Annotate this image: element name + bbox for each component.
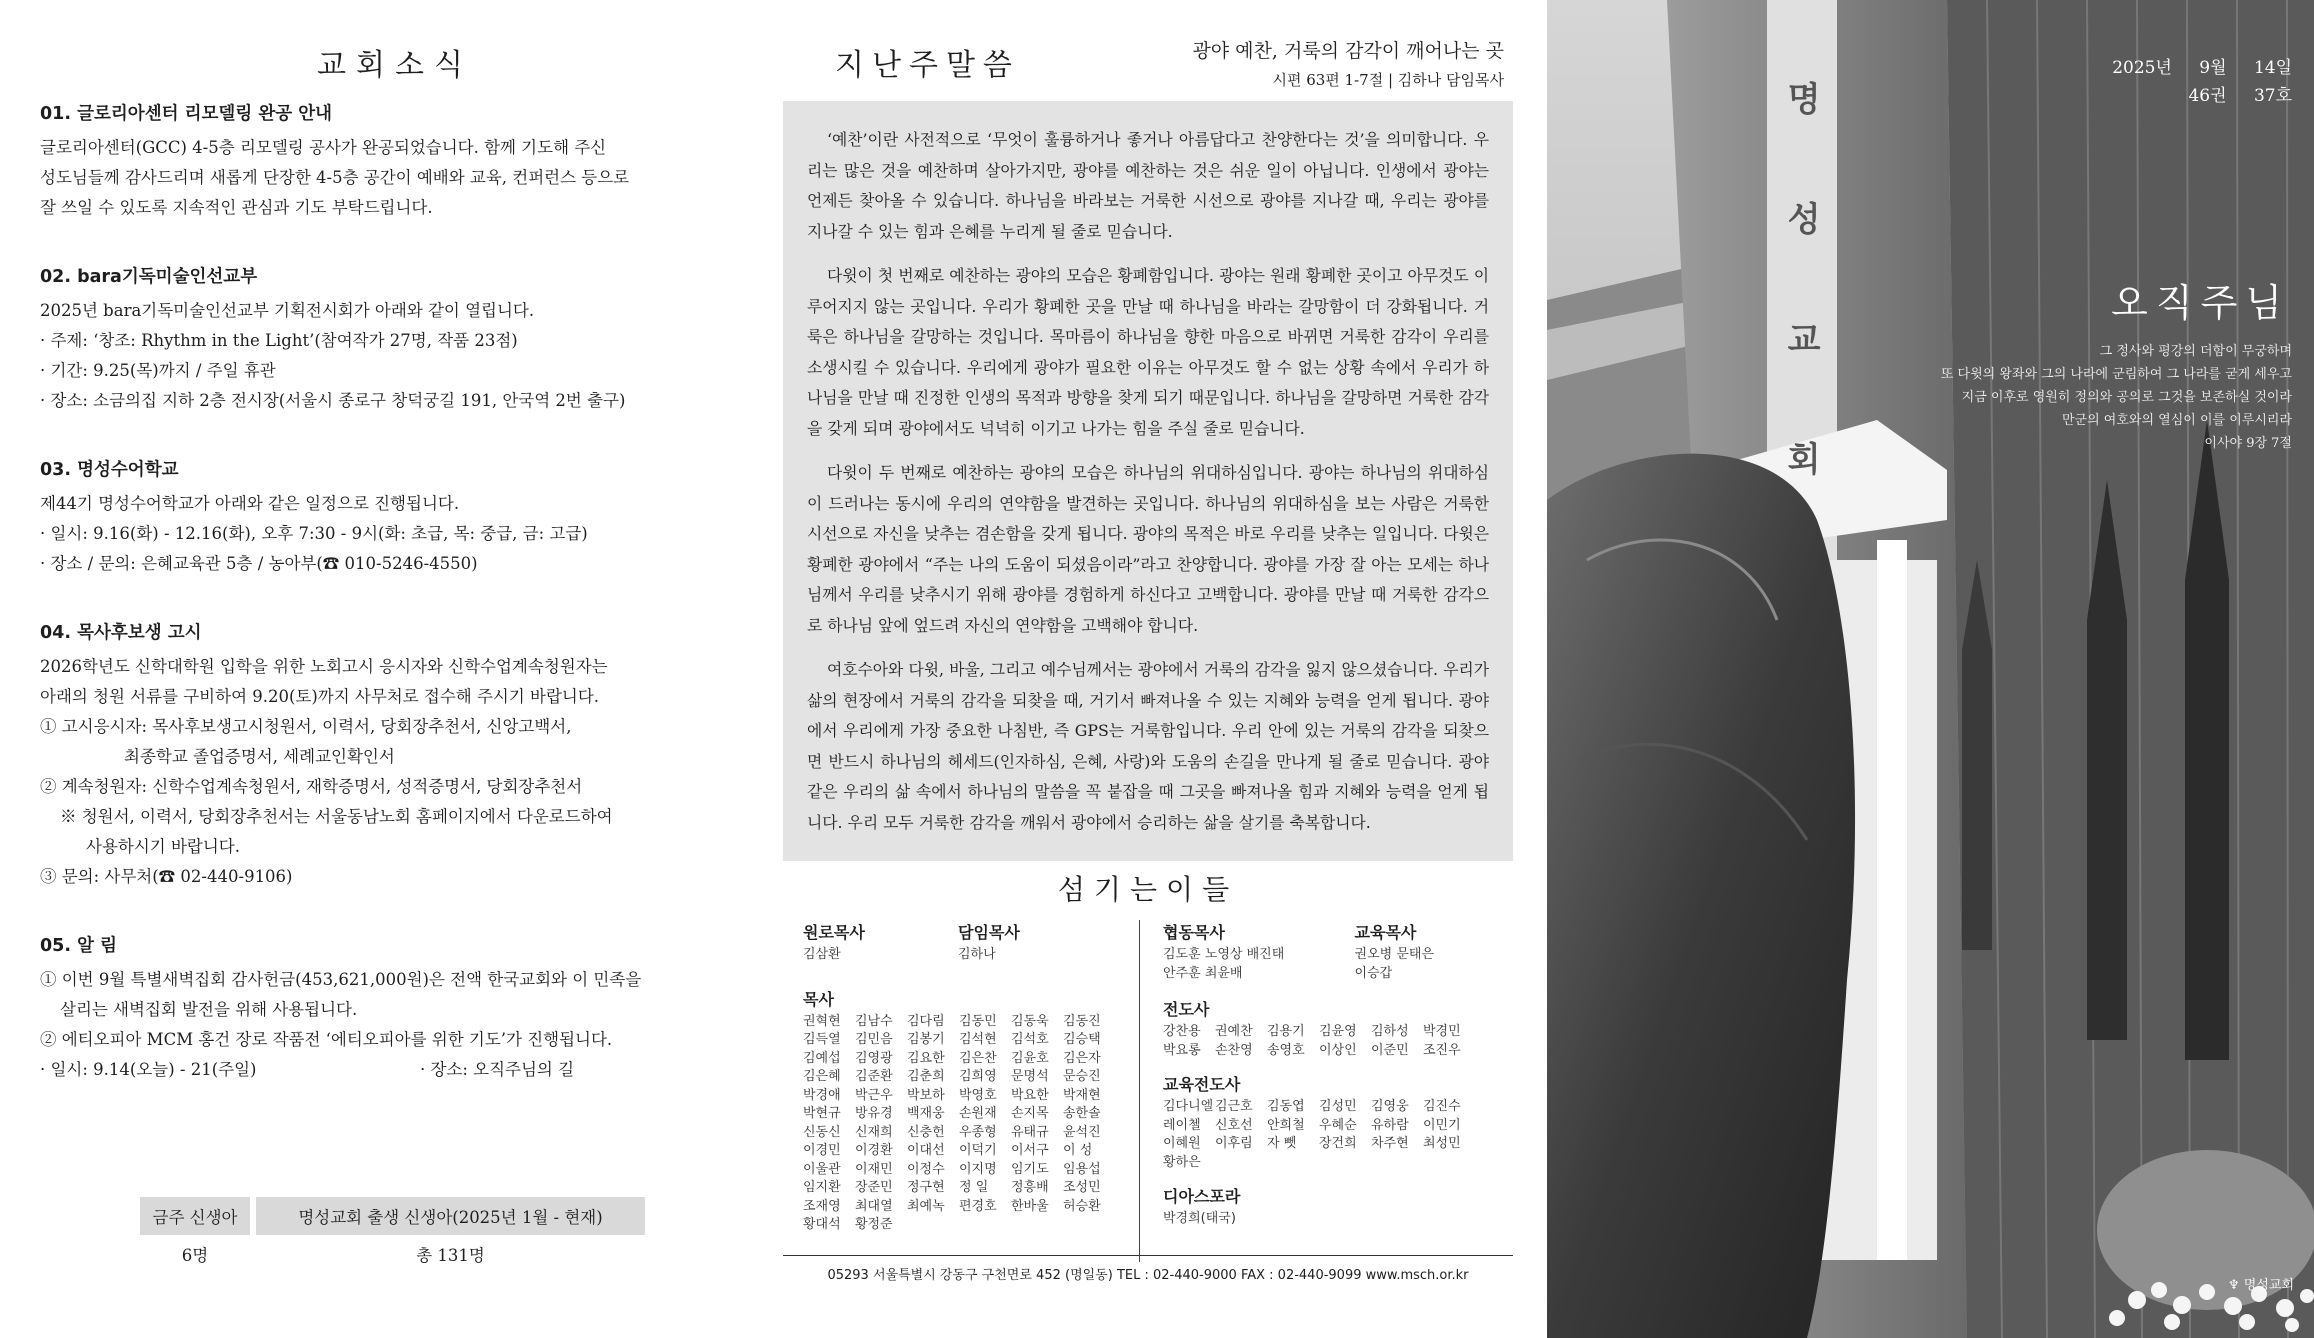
pastor-name: 김봉기	[907, 1032, 945, 1047]
pastor-name: 문명석	[1011, 1069, 1049, 1084]
pastor-name: 임기도	[1011, 1161, 1049, 1177]
pastor-name: 김동민	[959, 1013, 997, 1029]
pastor-name: 신동신	[803, 1124, 841, 1140]
pastor-name: 임지환	[803, 1180, 841, 1195]
issue-month: 9월	[2199, 58, 2227, 78]
pastor-name: 장준민	[855, 1180, 893, 1195]
education-evangelist-name: 최성민	[1423, 1136, 1461, 1151]
issue-volume: 46권	[2188, 86, 2227, 106]
education-evangelist-name: 김동엽	[1267, 1099, 1305, 1114]
servants-title: 섬기는이들	[1057, 873, 1239, 906]
education-evangelist-name: 김다니엘	[1163, 1099, 1214, 1114]
sign-letter: 명	[1787, 80, 1821, 120]
pastor-name: 이경민	[803, 1143, 841, 1158]
pastor-name: 정흥배	[1011, 1180, 1049, 1195]
verse-line: 또 다윗의 왕좌와 그의 나라에 군림하여 그 나라를 굳게 세우고	[1940, 367, 2292, 382]
pastor-name: 황정준	[855, 1217, 893, 1232]
pastor-name: 손지목	[1011, 1106, 1049, 1121]
pastor-name: 김윤호	[1011, 1050, 1049, 1066]
pastor-name: 백재웅	[907, 1106, 945, 1121]
news-item-2	[40, 263, 750, 416]
news-detail-row	[40, 1055, 750, 1085]
evangelist-name: 박요롱	[1163, 1042, 1201, 1058]
staff-name: 김도훈	[1163, 947, 1205, 962]
education-evangelist-name: 차주현	[1371, 1136, 1409, 1151]
evangelist-name: 손찬영	[1215, 1042, 1253, 1058]
name: 김삼환	[803, 947, 841, 962]
associate-pastors-list	[1163, 946, 1355, 983]
pastor-name: 김은찬	[959, 1050, 997, 1066]
role-label: 디아스포라	[1163, 1187, 1241, 1206]
staff-name: 권오병	[1354, 947, 1397, 962]
evangelist-name: 강찬용	[1163, 1024, 1201, 1039]
pastor-name: 한바울	[1011, 1198, 1049, 1214]
pastor-name: 김영광	[855, 1050, 893, 1066]
education-evangelist-name: 우혜순	[1319, 1117, 1357, 1133]
news-text: ② 에티오피아 MCM 홍건 장로 작품전 ‘에티오피아를 위한 기도’가 진행됩니다.	[40, 1030, 613, 1049]
pastor-name: 김민음	[855, 1032, 893, 1047]
news-text: · 장소 / 문의: 은혜교육관 5층 / 농아부(☎ 010-5246-4550)	[40, 554, 478, 573]
role-label: 목사	[803, 989, 834, 1009]
news-text: · 장소: 오직주님의 길	[420, 1060, 575, 1079]
pastor-name: 박현규	[803, 1106, 841, 1121]
education-pastors-list	[1355, 946, 1503, 983]
church-news-section	[40, 40, 750, 1125]
issue-date-block	[2090, 54, 2292, 110]
news-text: ※ 청원서, 이력서, 당회장추천서는 서울동남노회 홈페이지에서 다운로드하여	[60, 807, 613, 826]
education-evangelist-name: 김영웅	[1371, 1099, 1409, 1114]
news-heading: 03. 명성수어학교	[40, 460, 179, 480]
news-text: 2025년 bara기독미술인선교부 기획전시회가 아래와 같이 열립니다.	[40, 301, 535, 320]
staff-name: 이승갑	[1354, 965, 1393, 981]
pastor-name: 신충헌	[907, 1124, 945, 1140]
pastor-name: 문승진	[1063, 1069, 1101, 1084]
role-label: 원로목사	[803, 923, 865, 942]
pastor-name: 최예녹	[907, 1198, 945, 1214]
table-cell: 총 131명	[416, 1246, 485, 1265]
pastor-name: 우종형	[959, 1124, 997, 1140]
news-title: 교회소식	[317, 48, 473, 83]
evangelists-list	[1163, 1023, 1503, 1060]
servants-right-column	[1163, 920, 1503, 1243]
pastor-name: 김희영	[959, 1069, 997, 1084]
pastor-name: 편경호	[959, 1198, 997, 1214]
pastor-name: 박재현	[1063, 1087, 1101, 1103]
verse-line: 그 정사와 평강의 더함이 무궁하며	[2099, 344, 2292, 359]
news-text: ③ 문의: 사무처(☎ 02-440-9106)	[40, 867, 293, 886]
pastor-name: 신재희	[855, 1124, 893, 1140]
news-item-5	[40, 932, 750, 1085]
staff-name: 안주훈	[1163, 965, 1205, 981]
evangelist-name: 김용기	[1267, 1024, 1305, 1039]
pastor-name: 김석호	[1011, 1032, 1049, 1047]
pastor-name: 김다림	[907, 1013, 945, 1029]
church-address-footer: 05293 서울특별시 강동구 구천면로 452 (명일동) TEL : 02-440-9000 FAX : 02-440-9099 www.msch.or.kr	[827, 1268, 1469, 1283]
pastor-name: 이지명	[959, 1161, 997, 1177]
pastor-name: 정구현	[907, 1180, 945, 1195]
role-label: 협동목사	[1163, 923, 1225, 942]
verse-line: 만군의 여호와의 열심이 이를 이루시리라	[2061, 413, 2292, 428]
pastor-name: 김준환	[855, 1069, 893, 1084]
education-evangelist-name: 황하은	[1163, 1154, 1201, 1170]
pastor-name: 김예섭	[803, 1050, 841, 1066]
cover-photo	[1547, 0, 2314, 1338]
news-text: · 주제: ‘창조: Rhythm in the Light’(참여작가 27명, 작품 23점)	[40, 331, 518, 350]
sign-letter: 성	[1787, 200, 1821, 240]
evangelist-name: 김하성	[1371, 1024, 1409, 1039]
pastor-name: 황대석	[803, 1217, 841, 1232]
column-divider	[1139, 920, 1140, 1262]
education-evangelist-name: 김근호	[1215, 1099, 1253, 1114]
news-item-1	[40, 100, 750, 223]
table-header: 명성교회 출생 신생아(2025년 1월 - 현재)	[256, 1197, 645, 1235]
education-evangelist-name: 유하람	[1371, 1117, 1409, 1133]
logo-text: 명성교회	[2243, 1278, 2294, 1293]
sermon-reference: 시편 63편 1-7절 | 김하나 담임목사	[1272, 71, 1504, 89]
news-text: 제44기 명성수어학교가 아래와 같은 일정으로 진행됩니다.	[40, 494, 460, 513]
pastor-name: 김동진	[1063, 1013, 1101, 1029]
role-label: 교육목사	[1354, 923, 1417, 942]
pastor-name: 방유경	[855, 1106, 893, 1121]
pastor-name: 이대선	[907, 1143, 945, 1158]
verse-line: 지금 이후로 영원히 정의와 공의로 그것을 보존하실 것이라	[1961, 390, 2292, 405]
church-logo	[2228, 1274, 2294, 1293]
news-heading: 02. bara기독미술인선교부	[40, 267, 258, 287]
issue-year: 2025년	[2112, 58, 2172, 78]
evangelist-name: 김윤영	[1319, 1024, 1357, 1039]
sermon-headline: 광야 예찬, 거룩의 감각이 깨어나는 곳	[1192, 40, 1504, 62]
pastor-name: 이정수	[907, 1161, 945, 1177]
news-heading: 04. 목사후보생 고시	[40, 623, 202, 643]
education-evangelist-name: 신호선	[1215, 1117, 1253, 1133]
pastor-name: 조재영	[803, 1198, 841, 1214]
news-text: ② 계속청원자: 신학수업계속청원서, 재학증명서, 성적증명서, 당회장추천서	[40, 777, 583, 796]
pastor-name: 김승택	[1063, 1032, 1101, 1047]
news-text: · 일시: 9.16(화) - 12.16(화), 오후 7:30 - 9시(화: 초급, 목: 중급, 금: 고급)	[40, 524, 588, 543]
pastor-name: 김은혜	[803, 1069, 841, 1084]
education-evangelist-name: 이혜원	[1163, 1136, 1201, 1151]
news-item-4	[40, 619, 750, 892]
education-evangelist-name: 김진수	[1423, 1099, 1461, 1114]
education-evangelists-list	[1163, 1098, 1503, 1172]
sermon-paragraph: ‘예찬’이란 사전적으로 ‘무엇이 훌륭하거나 좋거나 아름답다고 찬양한다는 것’을 의미합니다. 우리는 많은 것을 예찬하며 살아가지만, 광야를 예찬하는 것은 쉬운 일이 아닙니다. 인생에서 광야는 언제든 찾아올 수 있습니다. 하나님을 바라보는 거룩한 시선으로 광야를 지나갈 때, 우리는 광야를 지나갈 수 있는 힘과 은혜를 누리게 될 줄로 믿습니다.	[807, 130, 1489, 241]
news-text: · 장소: 소금의집 지하 2층 전시장(서울시 종로구 창덕궁길 191, 안국역 2번 출구)	[40, 391, 626, 410]
role-label: 교육전도사	[1163, 1075, 1241, 1094]
verse-reference: 이사야 9장 7절	[2204, 436, 2292, 451]
table-row	[140, 1235, 645, 1273]
news-text: 최종학교 졸업증명서, 세례교인확인서	[124, 747, 395, 766]
pastor-name: 박요한	[1011, 1087, 1049, 1103]
senior-pastors	[803, 920, 1133, 979]
pastor-name: 조성민	[1063, 1180, 1101, 1195]
pastor-name: 김석현	[959, 1032, 997, 1047]
pastor-name: 손원재	[959, 1106, 997, 1121]
cover-verse	[1941, 340, 2292, 455]
pastor-name: 윤석진	[1063, 1124, 1101, 1140]
pastor-name: 송한솔	[1063, 1106, 1101, 1121]
pastor-name: 이 성	[1063, 1143, 1093, 1158]
issue-day: 14일	[2253, 58, 2292, 78]
pastor-name: 이경환	[855, 1143, 893, 1158]
pastor-name: 김은자	[1063, 1050, 1101, 1066]
pastor-name: 김득열	[803, 1032, 841, 1047]
servants-left-column	[803, 920, 1133, 1235]
news-text: · 기간: 9.25(목)까지 / 주일 휴관	[40, 361, 276, 380]
role-label: 담임목사	[958, 923, 1020, 942]
newborn-table	[140, 1197, 645, 1273]
pastor-name: 김남수	[855, 1013, 893, 1029]
pastor-name: 최대열	[855, 1198, 893, 1214]
church-sign	[1779, 40, 1829, 520]
staff-name: 최윤배	[1204, 965, 1243, 981]
news-item-3	[40, 456, 750, 579]
pastor-name: 김동욱	[1011, 1013, 1049, 1029]
pastor-name: 김요한	[907, 1050, 945, 1066]
role-label: 전도사	[1163, 1000, 1210, 1019]
pastor-name: 임용섭	[1063, 1161, 1101, 1177]
pastor-name: 이서구	[1011, 1143, 1049, 1158]
sermon-paragraph: 여호수아와 다윗, 바울, 그리고 예수님께서는 광야에서 거룩의 감각을 잃지 않으셨습니다. 우리가 삶의 현장에서 거룩의 감각을 되찾을 때, 거기서 빠져나올 수 있는 지혜와 능력을 얻게 됩니다. 광야에서 우리에게 가장 중요한 나침반, 즉 GPS는 거룩함입니다. 우리 안에 있는 거룩의 감각을 되찾으면 반드시 하나님의 헤세드(인자하심, 은혜, 사랑)와 도움의 손길을 만나게 될 줄로 믿습니다. 광야 같은 우리의 삶 속에서 하나님의 말씀을 꼭 붙잡을 때 그곳을 빠져나올 힘과 지혜와 능력을 얻게 됩니다. 우리 모두 거룩한 감각을 깨워서 광야에서 승리하는 삶을 살기를 축복합니다.	[807, 660, 1489, 832]
education-evangelist-name: 레이첼	[1163, 1117, 1201, 1133]
sign-letter: 회	[1787, 440, 1821, 480]
evangelist-name: 이준민	[1371, 1042, 1409, 1058]
pastor-name: 박근우	[855, 1087, 893, 1103]
sign-letter: 교	[1787, 320, 1821, 360]
staff-name: 배진태	[1246, 947, 1285, 962]
sermon-summary-box	[783, 101, 1513, 861]
table-cell: 6명	[181, 1246, 209, 1265]
pastor-name: 유태규	[1011, 1124, 1049, 1140]
news-heading: 05. 알 림	[40, 936, 117, 956]
pastor-name: 김춘희	[907, 1069, 945, 1084]
sermon-paragraph: 다윗이 두 번째로 예찬하는 광야의 모습은 하나님의 위대하심입니다. 광야는 하나님의 위대하심이 드러나는 동시에 우리의 연약함을 발견하는 곳입니다. 하나님의 위대하심을 보는 사람은 거룩한 시선으로 자신을 낮추는 겸손함을 갖게 됩니다. 광야의 목적은 바로 우리를 낮추는 일입니다. 다윗은 황폐한 광야에서 “주는 나의 도움이 되셨음이라”라고 찬양합니다. 광야를 가장 잘 아는 모세는 하나님께서 우리를 낮추시기 위해 광야를 경험하게 하신다고 고백합니다. 광야를 만날 때 거룩한 감각으로 하나님 앞에 엎드려 자신의 연약함을 고백해야 합니다.	[807, 463, 1489, 635]
sermon-header	[1192, 36, 1504, 90]
staff-name: 노영상	[1204, 947, 1247, 962]
pastor-name: 권혁현	[803, 1013, 841, 1029]
education-evangelist-name: 자 뻿	[1267, 1136, 1297, 1151]
logo-icon: ♆	[2227, 1278, 2240, 1293]
pastor-name: 이울관	[803, 1161, 841, 1177]
evangelist-name: 박경민	[1423, 1024, 1461, 1039]
news-text: · 일시: 9.14(오늘) - 21(주일)	[40, 1060, 257, 1079]
sermon-section-title: 지난주말씀	[835, 48, 1020, 83]
news-heading: 01. 글로리아센터 리모델링 완공 안내	[40, 104, 333, 124]
name: 김하나	[958, 947, 996, 962]
education-evangelist-name: 이민기	[1423, 1117, 1461, 1133]
cover-title: 오직주님	[2111, 281, 2290, 325]
pastor-name: 이재민	[855, 1161, 893, 1177]
table-header: 금주 신생아	[140, 1197, 250, 1235]
education-evangelist-name: 김성민	[1319, 1099, 1357, 1114]
pastor-name: 박영호	[959, 1087, 997, 1103]
pastors-list	[803, 1013, 1133, 1235]
evangelist-name: 이상인	[1319, 1042, 1357, 1058]
evangelist-name: 송영호	[1267, 1042, 1305, 1058]
news-text: ① 고시응시자: 목사후보생고시청원서, 이력서, 당회장추천서, 신앙고백서,	[40, 717, 572, 736]
news-text: 잘 쓰일 수 있도록 지속적인 관심과 기도 부탁드립니다.	[40, 198, 433, 217]
table-row	[140, 1197, 645, 1235]
news-text: 살리는 새벽집회 발전을 위해 사용됩니다.	[60, 1000, 358, 1019]
pastor-name: 박보하	[907, 1087, 945, 1103]
pastor-name: 정 일	[959, 1180, 989, 1195]
footer-divider	[783, 1255, 1513, 1256]
news-text: 성도님들께 감사드리며 새롭게 단장한 4-5층 공간이 예배와 교육, 컨퍼런스 등으로	[40, 168, 630, 187]
news-text: 아래의 청원 서류를 구비하여 9.20(토)까지 사무처로 접수해 주시기 바랍니다.	[40, 687, 600, 706]
news-text: 2026학년도 신학대학원 입학을 위한 노회고시 응시자와 신학수업계속청원자는	[40, 657, 608, 676]
education-evangelist-name: 장건희	[1319, 1136, 1357, 1151]
news-text: 글로리아센터(GCC) 4-5층 리모델링 공사가 완공되었습니다. 함께 기도해 주신	[40, 138, 607, 157]
education-evangelist-name: 안희철	[1267, 1117, 1305, 1133]
news-text: ① 이번 9월 특별새벽집회 감사헌금(453,621,000원)은 전액 한국교회와 이 민족을	[40, 970, 642, 989]
pastor-name: 허승환	[1063, 1198, 1101, 1214]
sermon-paragraph: 다윗이 첫 번째로 예찬하는 광야의 모습은 황폐함입니다. 광야는 원래 황폐한 곳이고 아무것도 이루어지지 않는 곳입니다. 우리가 황폐한 곳을 만날 때 하나님을 바라는 갈망함이 더 강화됩니다. 거룩은 하나님을 갈망하는 것입니다. 목마름이 하나님을 향한 마음으로 바뀌면 거룩한 감각이 우리를 소생시킬 수 있습니다. 우리에게 광야가 필요한 이유는 아무것도 할 수 없는 상황 속에서 우리가 하나님을 만날 때 진정한 인생의 목적과 방향을 찾게 되기 때문입니다. 하나님을 갈망하면 거룩한 감각을 갖게 되며 광야에서도 넉넉히 이기고 나가는 힘을 주실 줄로 믿습니다.	[807, 266, 1489, 438]
pastor-name: 박경애	[803, 1087, 841, 1103]
pastor-name: 이덕기	[959, 1143, 997, 1158]
staff-name: 문태은	[1396, 947, 1435, 962]
issue-number: 37호	[2253, 86, 2292, 106]
education-evangelist-name: 이후림	[1215, 1136, 1253, 1151]
name: 박경희(태국)	[1163, 1211, 1236, 1226]
church-building-photo	[1547, 0, 2314, 1338]
evangelist-name: 권예찬	[1215, 1024, 1253, 1039]
evangelist-name: 조진우	[1423, 1042, 1461, 1058]
news-text: 사용하시기 바랍니다.	[86, 837, 240, 856]
